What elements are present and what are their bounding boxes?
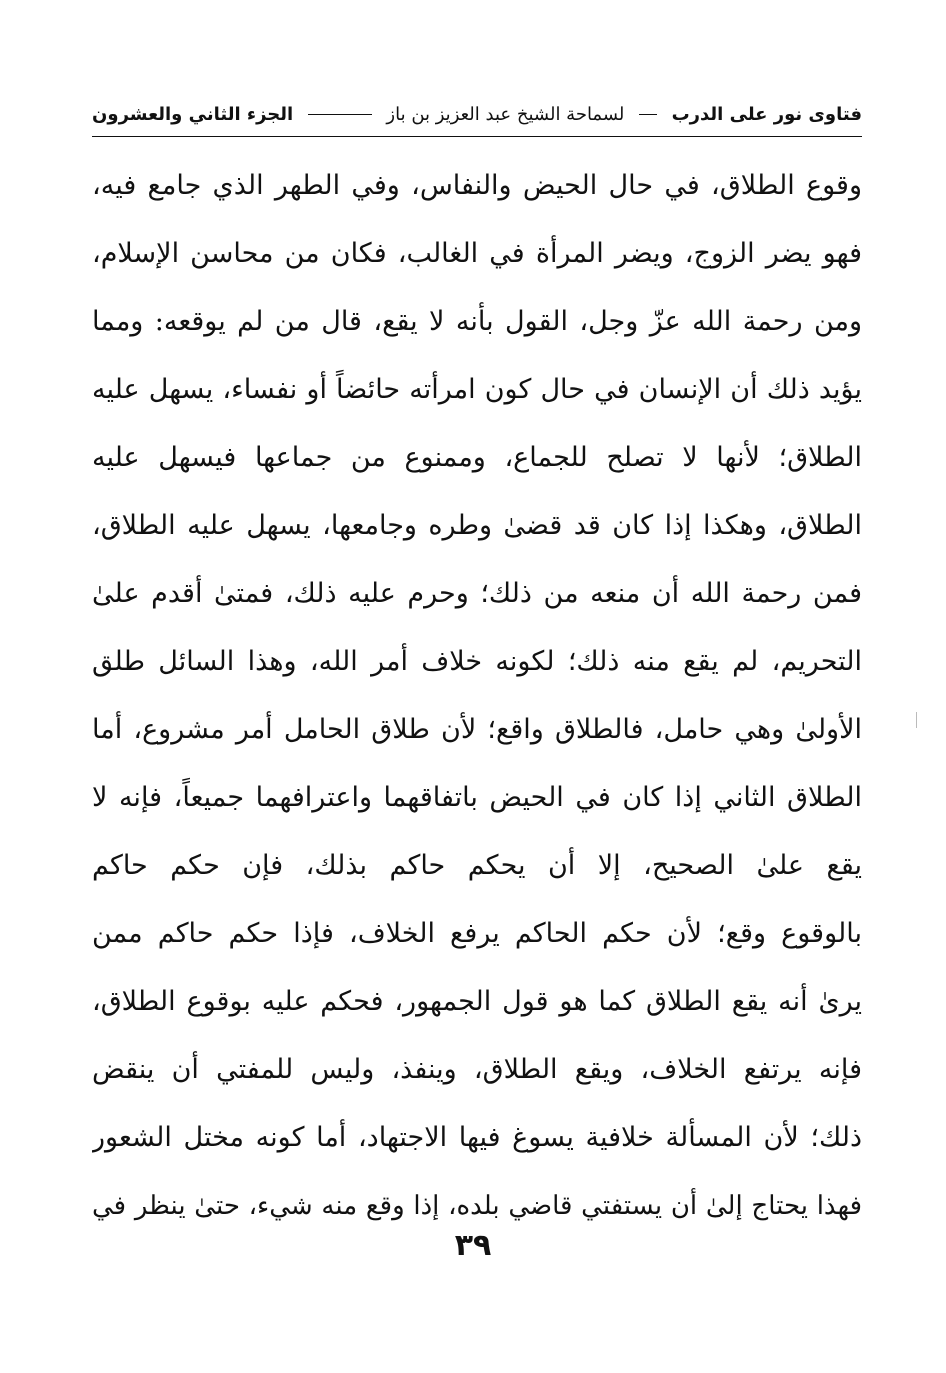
- text-line: بالوقوع وقع؛ لأن حكم الحاكم يرفع الخلاف، فإذا حكم حاكم ممن: [92, 918, 862, 949]
- header-separator: [639, 114, 657, 115]
- page-number: ٣٩: [454, 1228, 492, 1263]
- header-rule: [92, 136, 862, 137]
- text-line: وقوع الطلاق، في حال الحيض والنفاس، وفي الطهر الذي جامع فيه،: [92, 170, 862, 201]
- text-line: فمن رحمة الله أن منعه من ذلك؛ وحرم عليه ذلك، فمتىٰ أقدم علىٰ: [92, 578, 862, 609]
- text-line: الطلاق؛ لأنها لا تصلح للجماع، وممنوع من جماعها فيسهل عليه: [92, 442, 862, 473]
- text-line: فإنه يرتفع الخلاف، ويقع الطلاق، وينفذ، وليس للمفتي أن ينقض: [92, 1054, 862, 1085]
- text-line: الأولىٰ وهي حامل، فالطلاق واقع؛ لأن طلاق الحامل أمر مشروع، أما: [92, 714, 862, 745]
- text-line: فهو يضر الزوج، ويضر المرأة في الغالب، فكان من محاسن الإسلام،: [92, 238, 862, 269]
- text-line: يقع علىٰ الصحيح، إلا أن يحكم حاكم بذلك، فإن حكم حاكم: [92, 850, 862, 881]
- text-line: ذلك؛ لأن المسألة خلافية يسوغ فيها الاجتهاد، أما كونه مختل الشعور: [92, 1122, 862, 1153]
- text-line: الطلاق، وهكذا إذا كان قد قضىٰ وطره وجامعها، يسهل عليه الطلاق،: [92, 510, 862, 541]
- text-line: فهذا يحتاج إلىٰ أن يستفتي قاضي بلده، إذا وقع منه شيء، حتىٰ ينظر في: [92, 1191, 862, 1221]
- body-text: [92, 152, 862, 1240]
- running-header: [92, 94, 862, 134]
- text-line: ومن رحمة الله عزّ وجل، القول بأنه لا يقع، قال من لم يوقعه: ومما: [92, 306, 862, 337]
- text-line: يرىٰ أنه يقع الطلاق كما هو قول الجمهور، فحكم عليه بوقوع الطلاق،: [92, 986, 862, 1017]
- text-line: الطلاق الثاني إذا كان في الحيض باتفاقهما واعترافهما جميعاً، فإنه لا: [92, 782, 862, 813]
- header-separator: [308, 114, 372, 115]
- scan-mark: [916, 712, 917, 728]
- text-line: التحريم، لم يقع منه ذلك؛ لكونه خلاف أمر الله، وهذا السائل طلق: [92, 646, 862, 677]
- book-title: فتاوى نور على الدرب: [671, 103, 862, 125]
- volume-label: الجزء الثاني والعشرون: [92, 103, 294, 125]
- text-line: يؤيد ذلك أن الإنسان في حال كون امرأته حائضاً أو نفساء، يسهل عليه: [92, 374, 862, 405]
- author-line: لسماحة الشيخ عبد العزيز بن باز: [386, 103, 625, 125]
